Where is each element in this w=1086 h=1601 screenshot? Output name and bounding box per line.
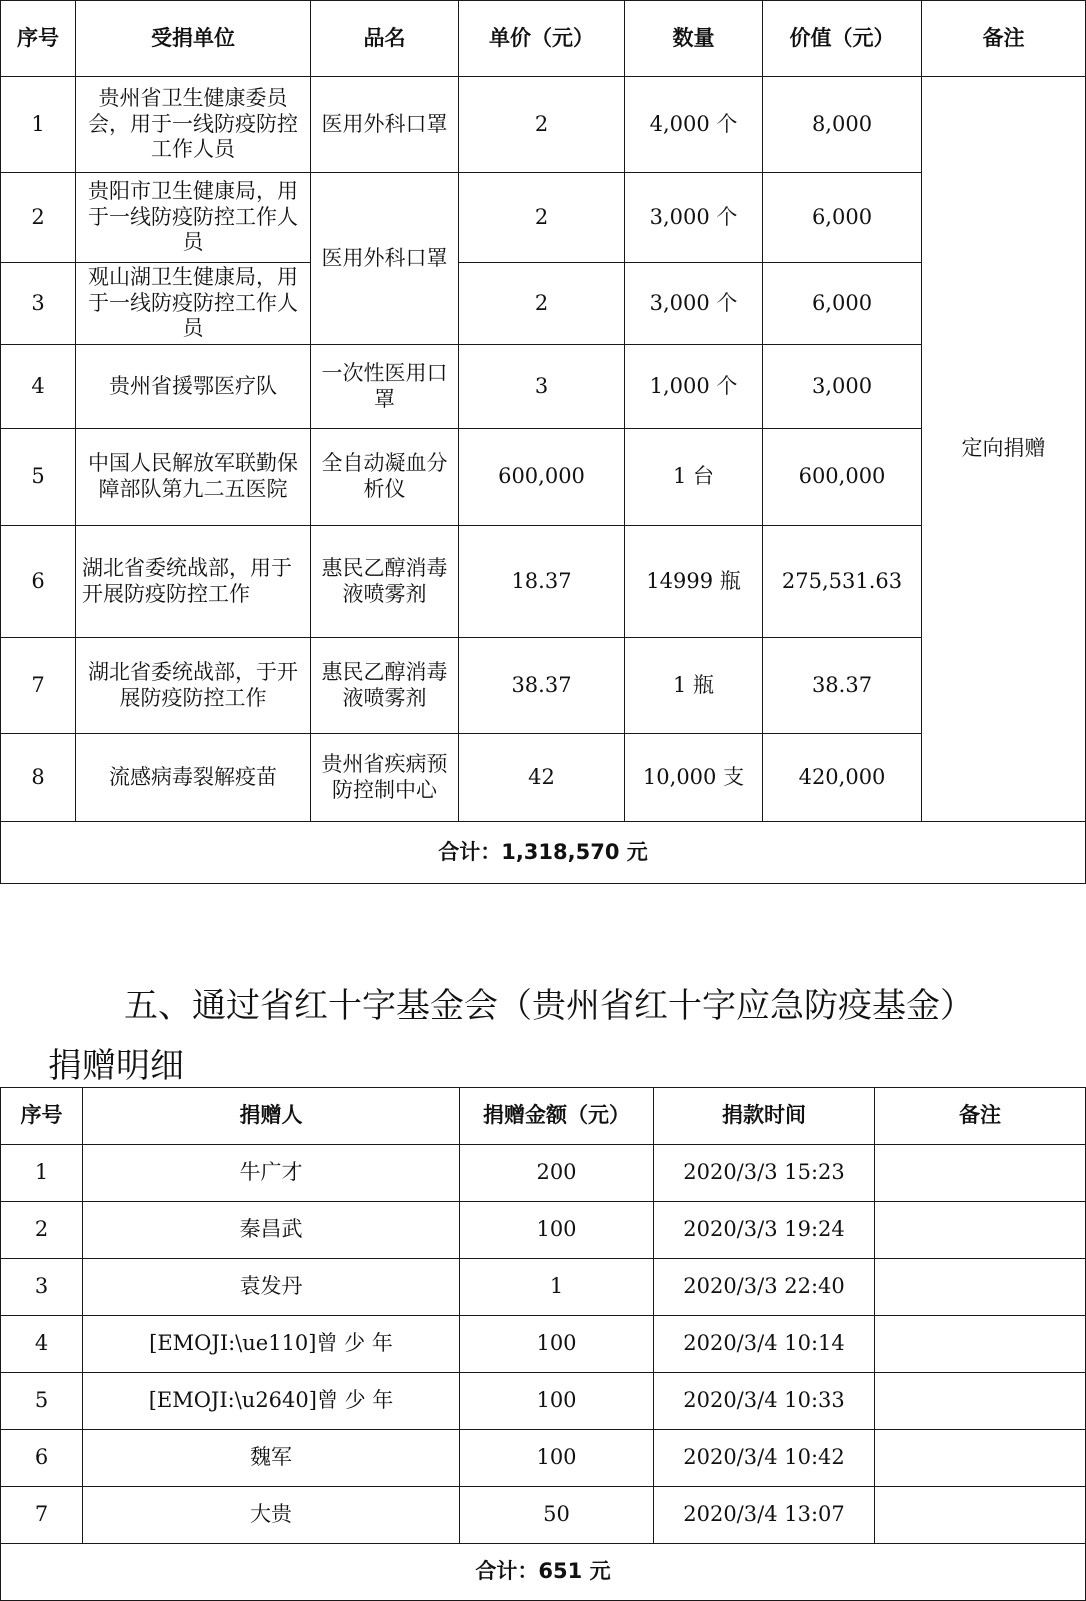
donation-table-header-row [1, 1, 1086, 77]
cell-recipient: 中国人民解放军联勤保障部队第九二五医院 [76, 429, 311, 526]
cell-remark [875, 1145, 1086, 1202]
cell-donor: 大贵 [83, 1487, 460, 1544]
cell-item: 医用外科口罩 [311, 77, 459, 173]
cell-quantity: 1,000 个 [625, 345, 763, 429]
table-row [1, 1487, 1086, 1544]
cell-no: 2 [1, 1202, 83, 1259]
cell-value: 6,000 [763, 173, 922, 263]
cell-time: 2020/3/4 10:42 [654, 1430, 875, 1487]
cell-value: 38.37 [763, 638, 922, 734]
cell-donor: 秦昌武 [83, 1202, 460, 1259]
cell-time: 2020/3/3 19:24 [654, 1202, 875, 1259]
cell-recipient: 湖北省委统战部，用于开展防疫防控工作 [76, 526, 311, 638]
cell-unit-price: 2 [459, 173, 625, 263]
cell-remark [875, 1259, 1086, 1316]
cell-donor: 袁发丹 [83, 1259, 460, 1316]
col-header-no: 序号 [1, 1088, 83, 1145]
table-row [1, 77, 1086, 173]
donation-total: 合计：1,318,570 元 [1, 822, 1086, 884]
cell-quantity: 10,000 支 [625, 734, 763, 822]
cell-quantity: 1 台 [625, 429, 763, 526]
cell-time: 2020/3/4 13:07 [654, 1487, 875, 1544]
cell-no: 3 [1, 263, 76, 345]
cell-recipient: 流感病毒裂解疫苗 [76, 734, 311, 822]
table-row [1, 1202, 1086, 1259]
cell-item-merged: 医用外科口罩 [311, 173, 459, 345]
cell-no: 5 [1, 429, 76, 526]
cell-time: 2020/3/3 15:23 [654, 1145, 875, 1202]
donation-total-row [1, 822, 1086, 884]
cell-unit-price: 42 [459, 734, 625, 822]
cell-recipient: 贵州省援鄂医疗队 [76, 345, 311, 429]
cell-donor: 牛广才 [83, 1145, 460, 1202]
col-header-donor: 捐赠人 [83, 1088, 460, 1145]
col-header-time: 捐款时间 [654, 1088, 875, 1145]
cell-recipient: 贵阳市卫生健康局，用于一线防疫防控工作人员 [76, 173, 311, 263]
col-header-remark: 备注 [922, 1, 1086, 77]
table-row [1, 1316, 1086, 1373]
section-heading-line1: 五、通过省红十字基金会（贵州省红十字应急防疫基金） [124, 986, 974, 1026]
cell-quantity: 4,000 个 [625, 77, 763, 173]
cell-no: 6 [1, 526, 76, 638]
cell-unit-price: 2 [459, 77, 625, 173]
cell-quantity: 3,000 个 [625, 263, 763, 345]
cell-item: 惠民乙醇消毒液喷雾剂 [311, 526, 459, 638]
cell-remark [875, 1487, 1086, 1544]
donor-total: 合计：651 元 [1, 1544, 1086, 1601]
cell-unit-price: 3 [459, 345, 625, 429]
col-header-item: 品名 [311, 1, 459, 77]
cell-amount: 100 [460, 1373, 654, 1430]
cell-no: 7 [1, 1487, 83, 1544]
cell-value: 275,531.63 [763, 526, 922, 638]
cell-item: 一次性医用口罩 [311, 345, 459, 429]
cell-no: 6 [1, 1430, 83, 1487]
cell-item: 贵州省疾病预防控制中心 [311, 734, 459, 822]
table-row [1, 1373, 1086, 1430]
cell-amount: 200 [460, 1145, 654, 1202]
section-heading-line2: 捐赠明细 [48, 1046, 184, 1086]
cell-unit-price: 18.37 [459, 526, 625, 638]
donor-total-row [1, 1544, 1086, 1601]
cell-amount: 100 [460, 1430, 654, 1487]
cell-donor: 魏军 [83, 1430, 460, 1487]
cell-amount: 100 [460, 1316, 654, 1373]
cell-unit-price: 2 [459, 263, 625, 345]
cell-no: 2 [1, 173, 76, 263]
cell-remark [875, 1202, 1086, 1259]
table-row [1, 1259, 1086, 1316]
cell-quantity: 14999 瓶 [625, 526, 763, 638]
cell-amount: 50 [460, 1487, 654, 1544]
cell-quantity: 1 瓶 [625, 638, 763, 734]
cell-value: 420,000 [763, 734, 922, 822]
col-header-no: 序号 [1, 1, 76, 77]
cell-remark [875, 1373, 1086, 1430]
cell-amount: 1 [460, 1259, 654, 1316]
cell-no: 7 [1, 638, 76, 734]
cell-item: 惠民乙醇消毒液喷雾剂 [311, 638, 459, 734]
col-header-amount: 捐赠金额（元） [460, 1088, 654, 1145]
cell-time: 2020/3/4 10:33 [654, 1373, 875, 1430]
cell-recipient: 贵州省卫生健康委员会，用于一线防疫防控工作人员 [76, 77, 311, 173]
donor-table [0, 1087, 1086, 1601]
cell-no: 1 [1, 77, 76, 173]
cell-no: 3 [1, 1259, 83, 1316]
donor-table-header-row [1, 1088, 1086, 1145]
cell-remark [875, 1316, 1086, 1373]
cell-value: 3,000 [763, 345, 922, 429]
cell-quantity: 3,000 个 [625, 173, 763, 263]
cell-value: 6,000 [763, 263, 922, 345]
cell-no: 5 [1, 1373, 83, 1430]
cell-donor: [EMOJI:\ue110]曾 少 年 [83, 1316, 460, 1373]
col-header-quantity: 数量 [625, 1, 763, 77]
cell-recipient: 观山湖卫生健康局，用于一线防疫防控工作人员 [76, 263, 311, 345]
cell-remark-directed-donation: 定向捐赠 [922, 77, 1086, 822]
cell-time: 2020/3/3 22:40 [654, 1259, 875, 1316]
cell-no: 4 [1, 345, 76, 429]
cell-no: 4 [1, 1316, 83, 1373]
col-header-remark: 备注 [875, 1088, 1086, 1145]
cell-no: 8 [1, 734, 76, 822]
cell-unit-price: 38.37 [459, 638, 625, 734]
table-row [1, 1145, 1086, 1202]
cell-amount: 100 [460, 1202, 654, 1259]
col-header-value: 价值（元） [763, 1, 922, 77]
table-row [1, 1430, 1086, 1487]
cell-value: 600,000 [763, 429, 922, 526]
cell-value: 8,000 [763, 77, 922, 173]
cell-item: 全自动凝血分析仪 [311, 429, 459, 526]
col-header-unit-price: 单价（元） [459, 1, 625, 77]
cell-donor: [EMOJI:\u2640]曾 少 年 [83, 1373, 460, 1430]
cell-recipient: 湖北省委统战部，于开展防疫防控工作 [76, 638, 311, 734]
cell-no: 1 [1, 1145, 83, 1202]
col-header-recipient: 受捐单位 [76, 1, 311, 77]
cell-unit-price: 600,000 [459, 429, 625, 526]
cell-time: 2020/3/4 10:14 [654, 1316, 875, 1373]
cell-remark [875, 1430, 1086, 1487]
